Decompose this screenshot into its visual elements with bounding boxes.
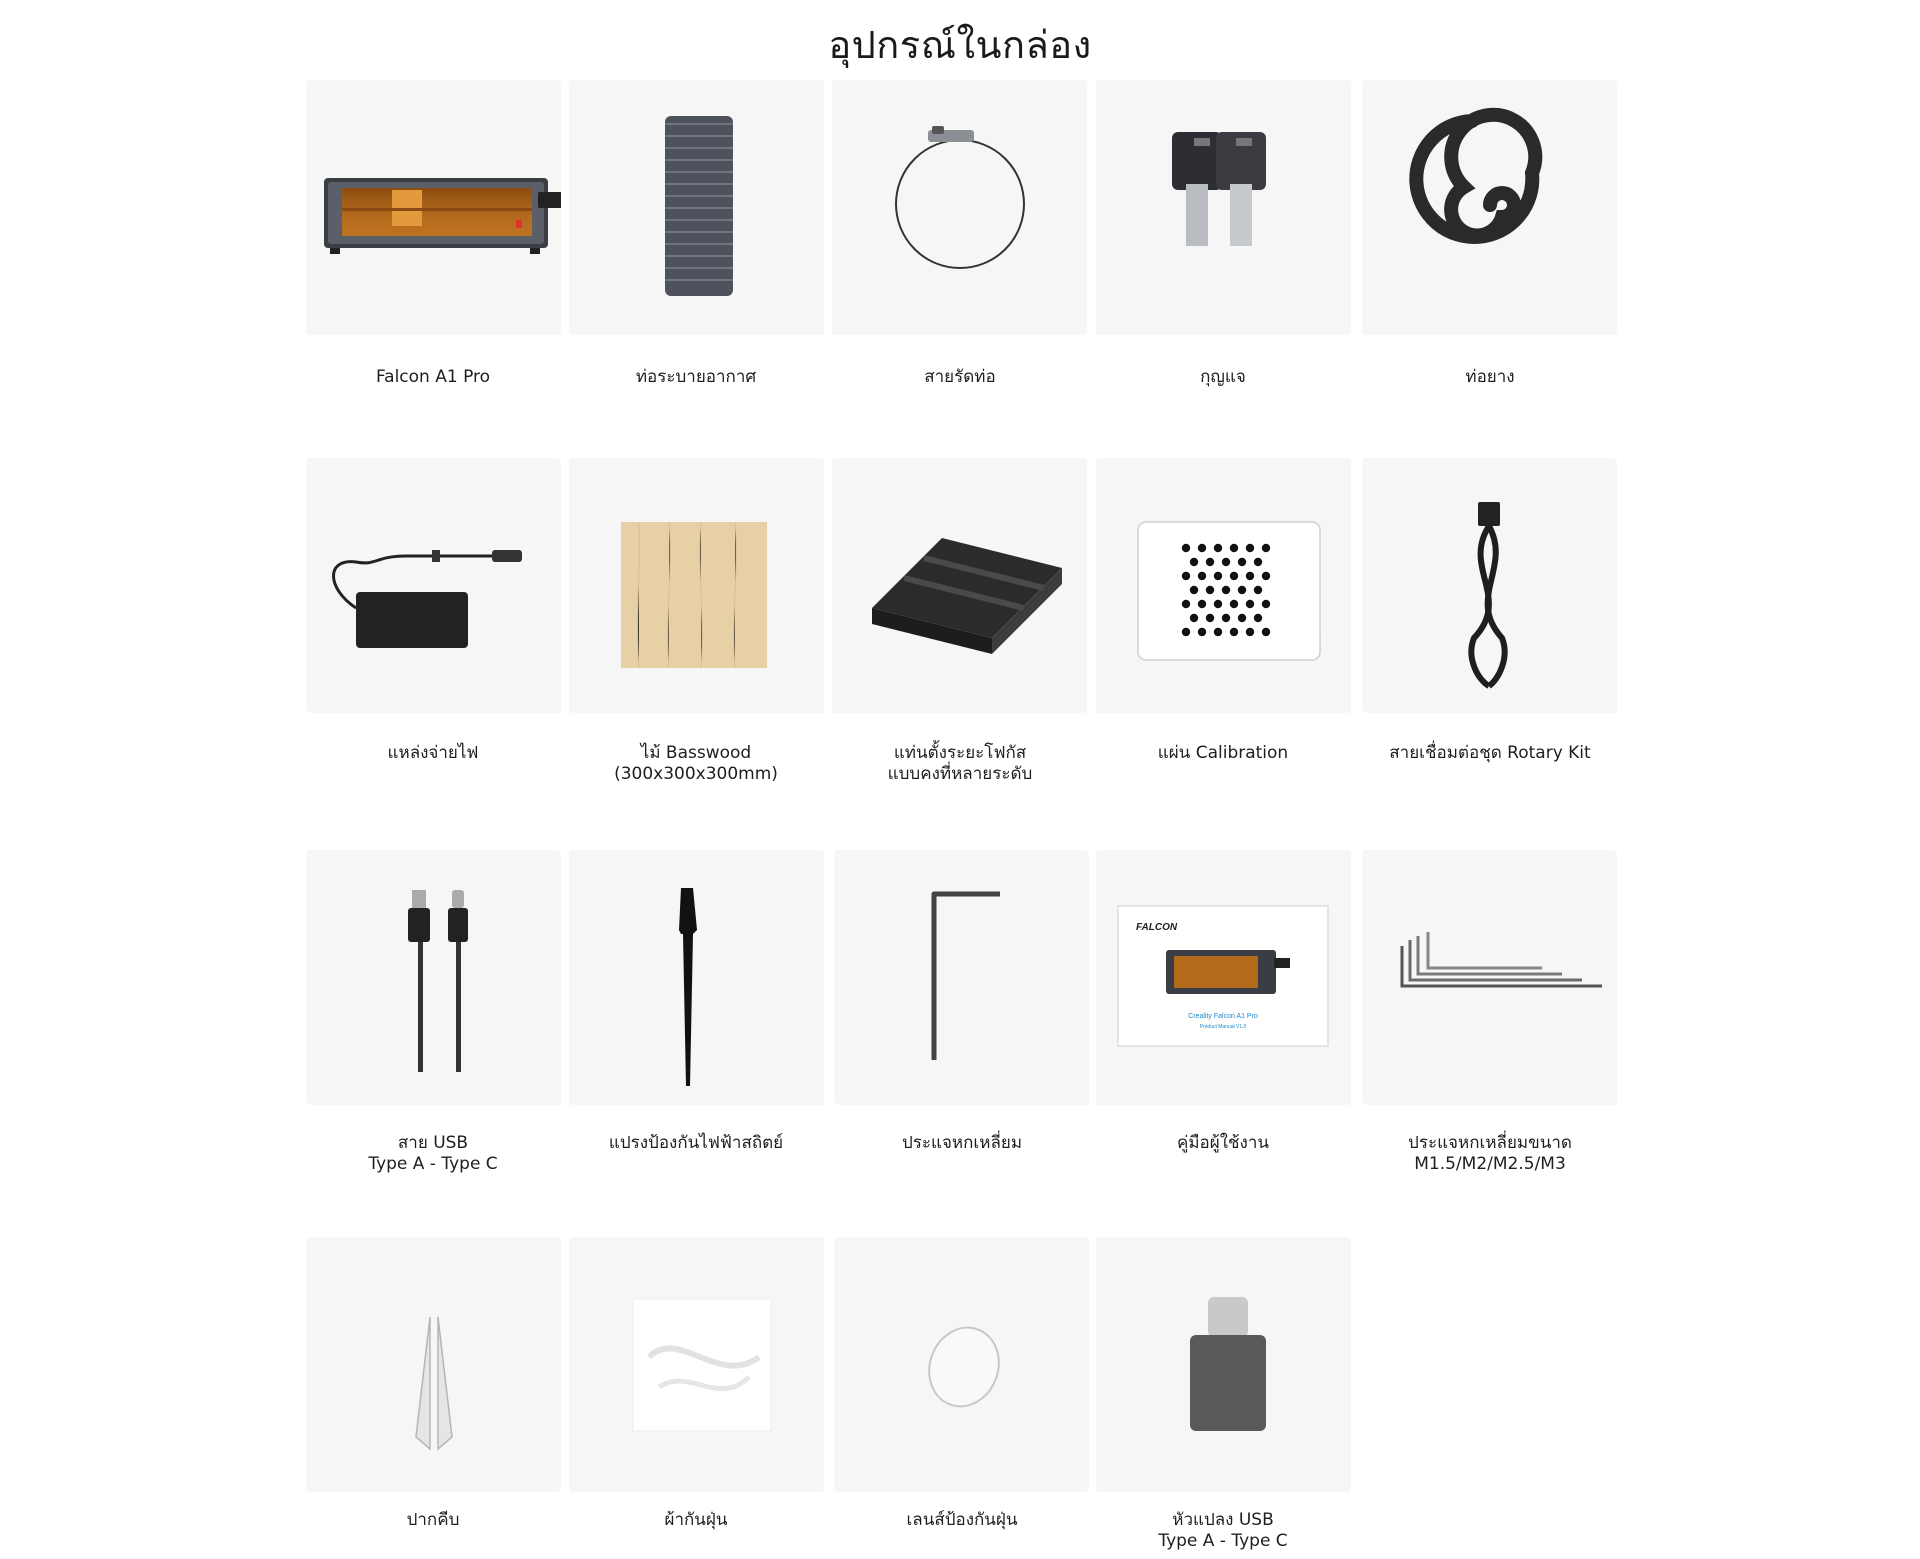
calibration-dot	[1182, 572, 1190, 580]
calibration-dot	[1222, 558, 1230, 566]
calibration-dot	[1238, 614, 1246, 622]
item-label-cloth: ผ้ากันฝุ่น	[664, 1510, 728, 1530]
calibration-dot	[1238, 558, 1246, 566]
calibration-dot	[1198, 600, 1206, 608]
item-card-focus	[832, 458, 1087, 713]
item-card-cloth	[569, 1237, 824, 1492]
item-label-duct: ท่อระบายอากาศ	[635, 367, 757, 387]
item-card-keys	[1096, 80, 1351, 335]
item-label-tweezers: ปากคีบ	[406, 1510, 460, 1530]
calibration-dot	[1246, 600, 1254, 608]
item-card-rotary	[1362, 458, 1617, 713]
item-label-rotary: สายเชื่อมต่อชุด Rotary Kit	[1389, 743, 1591, 763]
item-card-adapter	[1096, 1237, 1351, 1492]
rubber-hose-icon	[1362, 80, 1617, 335]
item-label-falcon: Falcon A1 Pro	[375, 367, 491, 387]
calibration-dot	[1262, 600, 1270, 608]
item-card-hexkey	[834, 850, 1089, 1105]
calibration-dot	[1206, 586, 1214, 594]
basswood-board-icon	[569, 458, 824, 713]
item-card-brush	[569, 850, 824, 1105]
item-label-hexset: ประแจหกเหลี่ยมขนาด M1.5/M2/M2.5/M3	[1408, 1133, 1572, 1174]
item-label-hose: ท่อยาง	[1465, 367, 1515, 387]
calibration-dot	[1222, 586, 1230, 594]
item-label-focus: แท่นตั้งระยะโฟกัส แบบคงที่หลายระดับ	[887, 743, 1033, 784]
calibration-dot	[1230, 544, 1238, 552]
calibration-dot	[1262, 628, 1270, 636]
calibration-dot	[1246, 628, 1254, 636]
item-label-calibration: แผ่น Calibration	[1157, 743, 1289, 763]
calibration-dot	[1230, 572, 1238, 580]
calibration-dot	[1198, 544, 1206, 552]
calibration-dot	[1198, 628, 1206, 636]
manual-subtitle-text: Product Manual V1.0	[1199, 1024, 1247, 1030]
item-card-manual	[1096, 850, 1351, 1105]
calibration-dot	[1214, 628, 1222, 636]
item-label-power: แหล่งจ่ายไฟ	[387, 743, 479, 763]
calibration-dot	[1190, 586, 1198, 594]
item-label-brush: แปรงป้องกันไฟฟ้าสถิตย์	[608, 1133, 784, 1153]
calibration-dot	[1262, 572, 1270, 580]
focus-stand-icon	[832, 458, 1087, 713]
item-card-duct	[569, 80, 824, 335]
calibration-dot	[1238, 586, 1246, 594]
calibration-dot	[1222, 614, 1230, 622]
calibration-dot	[1206, 614, 1214, 622]
calibration-dot	[1182, 628, 1190, 636]
item-card-basswood	[569, 458, 824, 713]
calibration-dot	[1190, 614, 1198, 622]
calibration-dot	[1262, 544, 1270, 552]
ventilation-duct-icon	[569, 80, 824, 335]
calibration-dot	[1198, 572, 1206, 580]
dust-cloth-icon	[569, 1237, 824, 1492]
manual-title-text: Creality Falcon A1 Pro	[1188, 1013, 1258, 1020]
calibration-dot	[1230, 628, 1238, 636]
calibration-plate-icon	[1096, 458, 1351, 713]
item-card-lens	[834, 1237, 1089, 1492]
page-title: อุปกรณ์ในกล่อง	[828, 23, 1092, 67]
item-label-manual: คู่มือผู้ใช้งาน	[1176, 1133, 1270, 1153]
calibration-dot	[1230, 600, 1238, 608]
calibration-dot	[1254, 558, 1262, 566]
item-card-tweezers	[306, 1237, 561, 1492]
item-label-hexkey: ประแจหกเหลี่ยม	[901, 1133, 1023, 1153]
calibration-dot	[1214, 544, 1222, 552]
item-label-basswood: ไม้ Basswood (300x300x300mm)	[614, 743, 778, 784]
keys-icon	[1096, 80, 1351, 335]
rotary-cable-icon	[1362, 458, 1617, 713]
item-card-calibration	[1096, 458, 1351, 713]
usb-adapter-icon	[1096, 1237, 1351, 1492]
calibration-dot	[1246, 572, 1254, 580]
hex-key-set-icon	[1362, 850, 1617, 1105]
item-label-keys: กุญแจ	[1200, 367, 1246, 387]
item-card-falcon	[306, 80, 561, 335]
tweezers-icon	[306, 1237, 561, 1492]
antistatic-brush-icon	[569, 850, 824, 1105]
calibration-dot	[1246, 544, 1254, 552]
item-label-adapter: หัวแปลง USB Type A - Type C	[1158, 1510, 1288, 1551]
item-card-usb	[306, 850, 561, 1105]
calibration-dot	[1190, 558, 1198, 566]
calibration-dot	[1214, 600, 1222, 608]
power-adapter-icon	[306, 458, 561, 713]
calibration-dot	[1254, 586, 1262, 594]
laser-engraver-icon	[306, 80, 561, 335]
calibration-dot	[1254, 614, 1262, 622]
protective-lens-icon	[834, 1237, 1089, 1492]
item-card-power	[306, 458, 561, 713]
calibration-dot	[1214, 572, 1222, 580]
calibration-dot	[1206, 558, 1214, 566]
item-card-hexset	[1362, 850, 1617, 1105]
item-card-clamp	[832, 80, 1087, 335]
item-label-usb: สาย USB Type A - Type C	[368, 1133, 498, 1174]
calibration-dot	[1182, 544, 1190, 552]
user-manual-icon	[1096, 850, 1351, 1105]
usb-cable-icon	[306, 850, 561, 1105]
item-card-hose	[1362, 80, 1617, 335]
item-label-lens: เลนส์ป้องกันฝุ่น	[906, 1510, 1018, 1530]
calibration-dot	[1182, 600, 1190, 608]
hex-key-icon	[834, 850, 1089, 1105]
hose-clamp-icon	[832, 80, 1087, 335]
item-label-clamp: สายรัดท่อ	[924, 367, 996, 387]
manual-brand-text: FALCON	[1136, 922, 1178, 933]
